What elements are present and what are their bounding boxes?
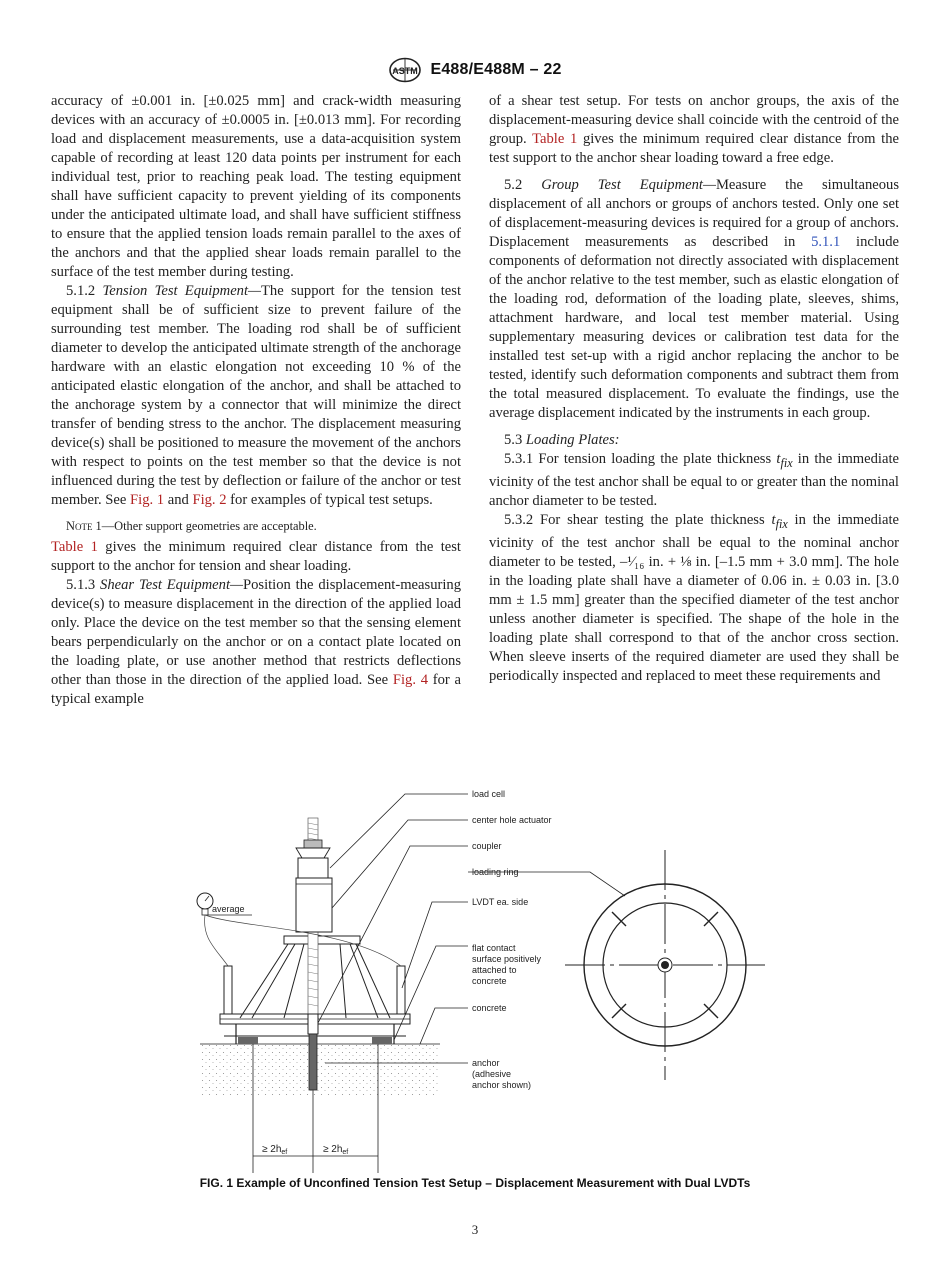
- left-column: [51, 92, 461, 709]
- right-column: [489, 92, 899, 686]
- note-label: Note 1: [66, 519, 102, 533]
- loading-ring-top: [284, 936, 360, 944]
- gauge-stem: [202, 909, 208, 915]
- label-center-hole-actuator: center hole actuator: [472, 815, 552, 825]
- concrete-block: [200, 1044, 440, 1096]
- section-text: in the immediate vicinity of the test anchor shall be equal to or greater than the nominal anchor diameter to be tested.: [489, 451, 899, 509]
- load-cell: [298, 858, 328, 878]
- label-flat-contact-1: flat contact: [472, 943, 516, 953]
- contact-pad-left: [238, 1037, 258, 1044]
- dim-text: ≥ 2h: [262, 1144, 282, 1155]
- section-text: 5.3.1 For tension loading the plate thickness: [504, 451, 777, 467]
- dim-text: ≥ 2h: [323, 1144, 343, 1155]
- nut: [304, 840, 322, 848]
- figure-1-drawing: [180, 778, 770, 1178]
- t-fix-symbol: [771, 511, 788, 531]
- anchor: [309, 1034, 317, 1090]
- section-text: The support for the tension test equipment shall be of sufficient size to prevent failure of the surrounding test member. The loading rod shall be of sufficient diameter to develop the anticipated ultimate strength of the anchorage hardware with an elastic elongation not exceeding 10 % of the anticipated elastic elongation of the anchor, and shall be attached to the anchorage system by a connector that will minimize the direct transfer of bending stress to the anchor. The displacement measuring device(s) shall be positioned to measure the movement of the anchors with respect to points on the test member so that the device is not influenced during the test by deflection or failure of the anchor or test member. See: [51, 283, 461, 508]
- section-title: Loading Plates:: [525, 432, 620, 448]
- contact-pad-right: [372, 1037, 392, 1044]
- section-text: for a typical example: [51, 672, 462, 707]
- fig-4-link[interactable]: Fig. 4: [392, 672, 429, 688]
- note-1: [51, 518, 461, 534]
- section-text: 5.3.2 For shear testing the plate thickness: [504, 511, 772, 528]
- dim-label-left: [262, 1144, 287, 1156]
- section-text: in the immediate vicinity of the test anchor shall be equal to the nominal anchor diameter to be tested, –¹⁄₁₆ in. + ⅛ in. [–1.5 mm + 3.0 mm]. The hole in the loading plate shall have a diameter of 0.06 in. ± 0.03 in. [3.0 mm ± 1.5 mm] greater than the specified diameter of the test anchor unless another diameter is specified. The shape of the hole in the loading plate shall correspond to that of the anchor cross section. When sleeve inserts of the required diameter are used they shall be periodically inspected and replaced to meet these requirements and: [489, 511, 899, 684]
- table-1-link[interactable]: Table 1: [51, 539, 98, 555]
- label-coupler: coupler: [472, 841, 502, 851]
- section-title: Group Test Equipment—: [541, 177, 716, 193]
- astm-logo-icon: [388, 57, 422, 83]
- section-text: include components of deformation not directly associated with displacement of the anchor relative to the test member, such as elastic elongation of the loading rod, deformation of the loading plate, sleeves, shims, attachment hardware, and local test member material. Using supplementary measuring devices or calibration test data for the installed test set-up with a rigid anchor replacing the anchor to be tested, identify such deformation components and subtract them from the total measured displacement. To evaluate the findings, use the average displacement indicated by the instruments in each group.: [489, 234, 899, 421]
- logo-text: ASTM: [392, 66, 419, 76]
- label-anchor-1: anchor: [472, 1058, 500, 1068]
- section-text: for examples of typical test setups.: [226, 492, 433, 508]
- section-5-1-3: [51, 576, 461, 709]
- section-5-3-2: [489, 511, 899, 686]
- figure-caption: FIG. 1 Example of Unconfined Tension Test Setup – Displacement Measurement with Dual LVDTs: [199, 1176, 751, 1190]
- t-sub: fix: [780, 455, 793, 470]
- section-5-1-2: [51, 282, 461, 510]
- page-header: [0, 56, 950, 84]
- section-5-2: [489, 176, 899, 423]
- fig-1-link[interactable]: Fig. 1: [130, 492, 165, 508]
- paragraph-table-1: [51, 538, 461, 576]
- label-flat-contact-2: surface positively: [472, 954, 542, 964]
- center-hole-actuator: [296, 878, 332, 932]
- table-1-link[interactable]: Table 1: [532, 131, 578, 147]
- paragraph-text: of a shear test setup. For tests on anchor groups, the axis of the displacement-measuring device shall coincide with the centroid of the group.: [489, 93, 899, 147]
- section-text: Position the displacement-measuring device(s) to measure displacement in the direction of the applied load only. Place the device on the test member so that the sensing element bears perpendicularly on the anchor or on a contact plate located on the loading plate, or use another method that restricts deflections other than those in the direction of the applied load. See: [51, 577, 461, 688]
- paragraph-text: gives the minimum required clear distance from the test support to the anchor shear loading toward a free edge.: [489, 131, 899, 166]
- washer: [296, 848, 330, 858]
- t-base: t: [771, 511, 776, 528]
- label-anchor-3: anchor shown): [472, 1080, 532, 1090]
- dim-sub: ef: [342, 1149, 349, 1156]
- loading-ring-plan-view: [565, 850, 765, 1080]
- section-number: 5.2: [504, 177, 523, 193]
- section-title: Shear Test Equipment—: [100, 577, 243, 593]
- section-number: 5.1.2: [66, 283, 96, 299]
- lvdt-right: [397, 966, 405, 1018]
- section-text: Measure the simultaneous displacement of all anchors or groups of anchors tested. Only one set of displacement-measuring devices is required for a group of anchors. Displacement measurements as described in: [489, 177, 899, 250]
- t-sub: fix: [775, 516, 788, 531]
- coupler: [308, 1014, 318, 1034]
- standard-designation: E488/E488M – 22: [430, 61, 562, 78]
- note-text: —Other support geometries are acceptable.: [101, 519, 317, 533]
- label-flat-contact-3: attached to: [472, 965, 517, 975]
- label-load-cell: load cell: [472, 789, 506, 799]
- label-flat-contact-4: concrete: [472, 976, 507, 986]
- t-base: t: [776, 451, 781, 467]
- dim-sub: ef: [281, 1149, 288, 1156]
- paragraph-text: gives the minimum required clear distance from the test support to the anchor for tension and shear loading.: [51, 539, 461, 574]
- t-fix-symbol: [776, 451, 793, 470]
- label-loading-ring: loading ring: [472, 867, 519, 877]
- lvdt-left: [224, 966, 232, 1018]
- dim-label-right: [323, 1144, 348, 1156]
- page-number: 3: [471, 1222, 479, 1237]
- section-title: Tension Test Equipment—: [102, 283, 262, 299]
- label-anchor-2: (adhesive: [472, 1069, 512, 1079]
- section-5-3: [489, 431, 899, 450]
- section-number: 5.3: [504, 432, 523, 448]
- fig-2-link[interactable]: Fig. 2: [192, 492, 227, 508]
- label-lvdt: LVDT ea. side: [472, 897, 529, 907]
- section-5-3-1: [489, 450, 899, 511]
- paragraph-shear-setup: [489, 92, 899, 168]
- paragraph-accuracy: accuracy of ±0.001 in. [±0.025 mm] and crack-width measuring devices with an accuracy of ±0.0005 in. [±0.013 mm]. For recording load and displacement measurements, use a data-acquisition system capable of recording at least 120 data points per instrument for each individual test, prior to reaching peak load. The testing equipment shall have sufficient capacity to prevent yielding of its components under the anticipated ultimate load, and shall have sufficient stiffness to ensure that the applied tension loads remain parallel to the axes of the anchors and that the applied shear loads remain parallel to the surface of the test member during testing.: [51, 93, 461, 280]
- label-average: average: [212, 904, 245, 914]
- section-text: and: [164, 492, 193, 508]
- label-concrete: concrete: [472, 1003, 507, 1013]
- section-5-1-1-link[interactable]: 5.1.1: [811, 234, 841, 250]
- section-number: 5.1.3: [66, 577, 96, 593]
